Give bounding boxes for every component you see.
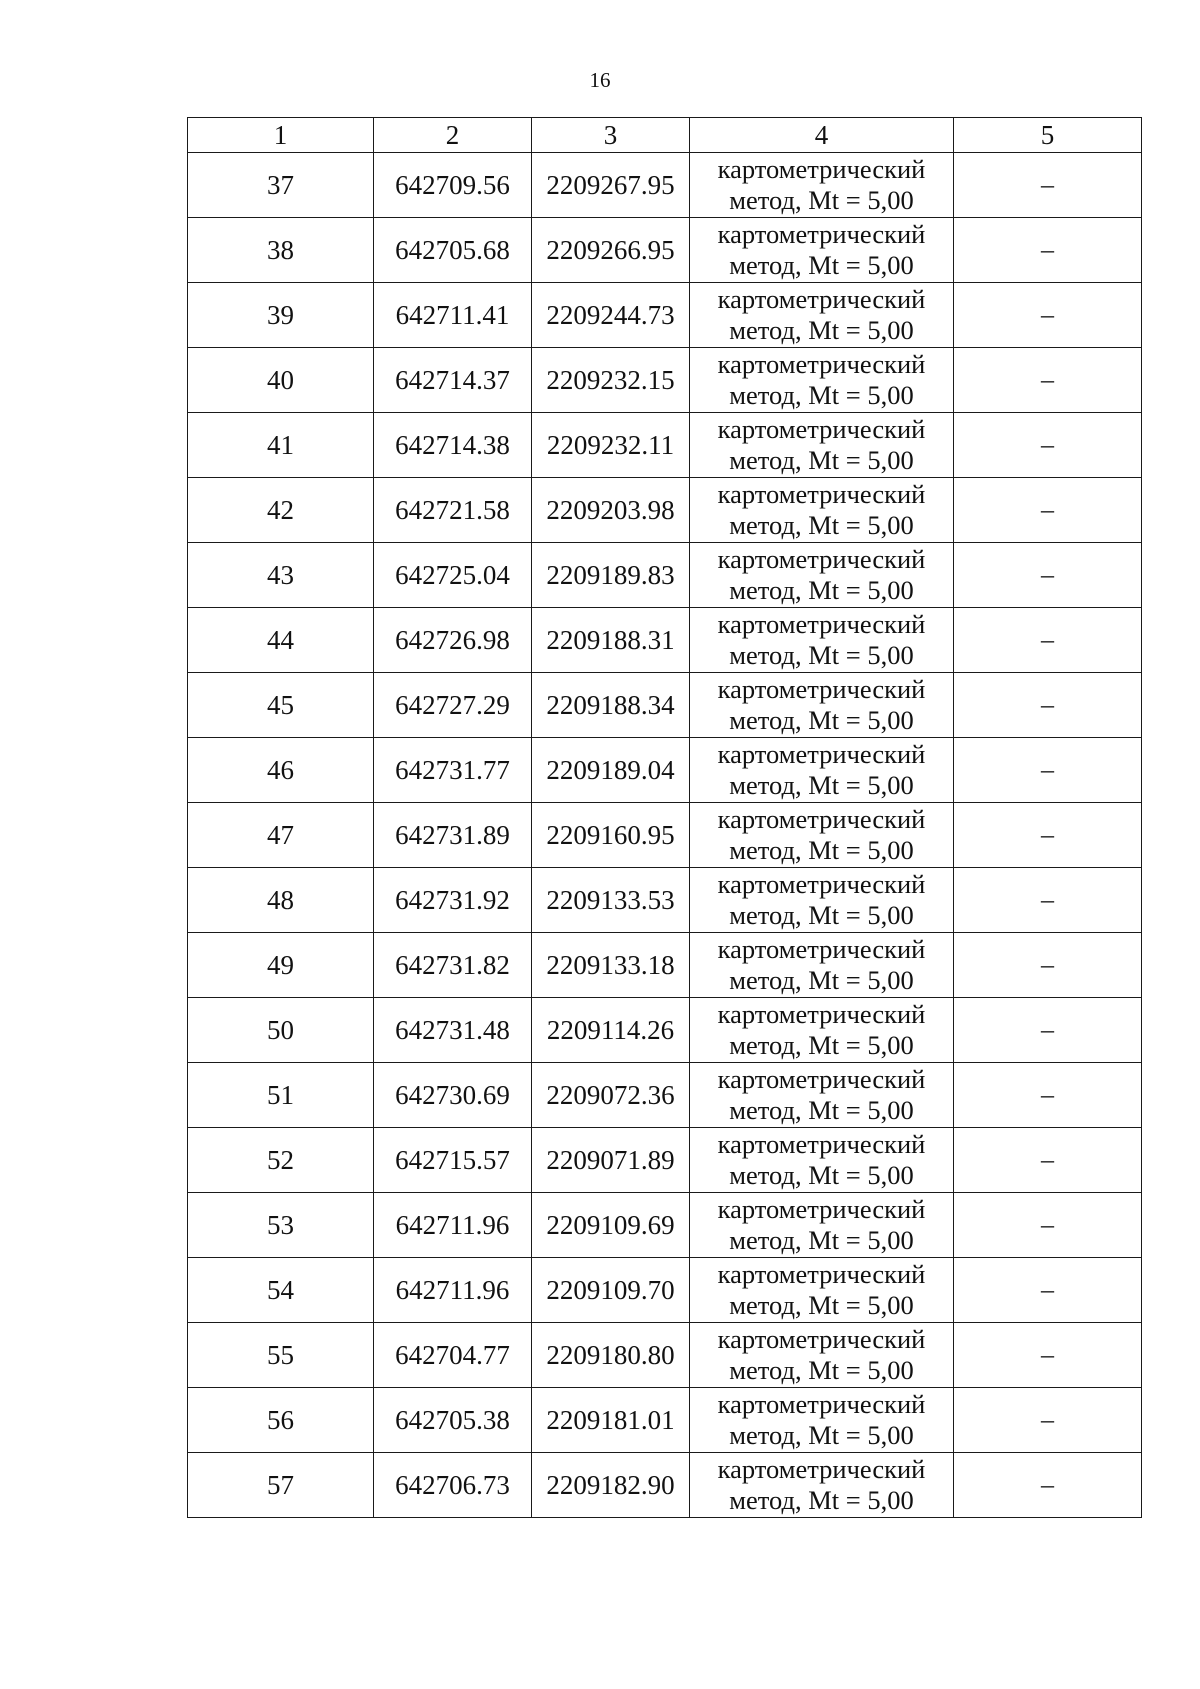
determination-method <box>690 1323 954 1388</box>
header-row <box>188 118 1142 153</box>
coordinate-x: 642731.92 <box>374 868 532 933</box>
point-number: 37 <box>188 153 374 218</box>
note-cell: – <box>954 1193 1142 1258</box>
table-row <box>188 478 1142 543</box>
coordinate-x: 642731.89 <box>374 803 532 868</box>
point-number: 39 <box>188 283 374 348</box>
note-cell: – <box>954 218 1142 283</box>
coordinate-x: 642731.82 <box>374 933 532 998</box>
determination-method <box>690 283 954 348</box>
header-cell: 4 <box>690 118 954 153</box>
note-cell: – <box>954 1258 1142 1323</box>
point-number: 42 <box>188 478 374 543</box>
note-cell: – <box>954 1388 1142 1453</box>
coordinate-y: 2209180.80 <box>532 1323 690 1388</box>
determination-method <box>690 218 954 283</box>
note-cell: – <box>954 608 1142 673</box>
point-number: 53 <box>188 1193 374 1258</box>
method-line-2: метод, Mt = 5,00 <box>729 770 914 800</box>
coordinate-y: 2209244.73 <box>532 283 690 348</box>
table-row <box>188 868 1142 933</box>
method-line-2: метод, Mt = 5,00 <box>729 1355 914 1385</box>
coordinate-x: 642706.73 <box>374 1453 532 1518</box>
coordinate-y: 2209109.70 <box>532 1258 690 1323</box>
point-number: 38 <box>188 218 374 283</box>
coordinate-x: 642705.68 <box>374 218 532 283</box>
point-number: 55 <box>188 1323 374 1388</box>
method-line-2: метод, Mt = 5,00 <box>729 1225 914 1255</box>
method-line-2: метод, Mt = 5,00 <box>729 965 914 995</box>
coordinate-x: 642714.38 <box>374 413 532 478</box>
method-line-1: картометрический <box>717 674 926 704</box>
coordinates-table <box>187 117 1142 1518</box>
determination-method <box>690 1388 954 1453</box>
method-line-2: метод, Mt = 5,00 <box>729 640 914 670</box>
table-row <box>188 348 1142 413</box>
table-row <box>188 608 1142 673</box>
method-line-1: картометрический <box>717 804 926 834</box>
determination-method <box>690 413 954 478</box>
determination-method <box>690 1128 954 1193</box>
coordinate-y: 2209114.26 <box>532 998 690 1063</box>
method-line-2: метод, Mt = 5,00 <box>729 705 914 735</box>
table-row <box>188 153 1142 218</box>
point-number: 52 <box>188 1128 374 1193</box>
point-number: 57 <box>188 1453 374 1518</box>
determination-method <box>690 543 954 608</box>
coordinate-y: 2209232.15 <box>532 348 690 413</box>
determination-method <box>690 1453 954 1518</box>
table-row <box>188 803 1142 868</box>
coordinate-x: 642711.96 <box>374 1258 532 1323</box>
point-number: 49 <box>188 933 374 998</box>
table-row <box>188 1388 1142 1453</box>
coordinate-y: 2209133.18 <box>532 933 690 998</box>
coordinate-y: 2209203.98 <box>532 478 690 543</box>
method-line-1: картометрический <box>717 1194 926 1224</box>
method-line-1: картометрический <box>717 544 926 574</box>
note-cell: – <box>954 543 1142 608</box>
method-line-1: картометрический <box>717 349 926 379</box>
table-row <box>188 998 1142 1063</box>
determination-method <box>690 478 954 543</box>
determination-method <box>690 1193 954 1258</box>
point-number: 48 <box>188 868 374 933</box>
method-line-2: метод, Mt = 5,00 <box>729 250 914 280</box>
note-cell: – <box>954 1128 1142 1193</box>
determination-method <box>690 998 954 1063</box>
method-line-1: картометрический <box>717 869 926 899</box>
method-line-2: метод, Mt = 5,00 <box>729 1095 914 1125</box>
coordinate-y: 2209188.34 <box>532 673 690 738</box>
point-number: 54 <box>188 1258 374 1323</box>
table-row <box>188 218 1142 283</box>
point-number: 45 <box>188 673 374 738</box>
coordinate-x: 642725.04 <box>374 543 532 608</box>
table-row <box>188 933 1142 998</box>
coordinate-y: 2209182.90 <box>532 1453 690 1518</box>
coordinate-y: 2209189.04 <box>532 738 690 803</box>
coordinate-x: 642721.58 <box>374 478 532 543</box>
header-cell: 5 <box>954 118 1142 153</box>
table-body <box>188 118 1142 1518</box>
table-row <box>188 738 1142 803</box>
method-line-1: картометрический <box>717 934 926 964</box>
header-cell: 1 <box>188 118 374 153</box>
determination-method <box>690 348 954 413</box>
coordinate-x: 642731.77 <box>374 738 532 803</box>
coordinate-x: 642714.37 <box>374 348 532 413</box>
coordinate-y: 2209189.83 <box>532 543 690 608</box>
table-row <box>188 1258 1142 1323</box>
note-cell: – <box>954 738 1142 803</box>
note-cell: – <box>954 478 1142 543</box>
coordinate-x: 642709.56 <box>374 153 532 218</box>
header-cell: 2 <box>374 118 532 153</box>
note-cell: – <box>954 803 1142 868</box>
note-cell: – <box>954 673 1142 738</box>
note-cell: – <box>954 153 1142 218</box>
method-line-2: метод, Mt = 5,00 <box>729 510 914 540</box>
method-line-2: метод, Mt = 5,00 <box>729 1160 914 1190</box>
coordinate-y: 2209181.01 <box>532 1388 690 1453</box>
method-line-2: метод, Mt = 5,00 <box>729 445 914 475</box>
note-cell: – <box>954 933 1142 998</box>
coordinate-y: 2209109.69 <box>532 1193 690 1258</box>
determination-method <box>690 803 954 868</box>
determination-method <box>690 738 954 803</box>
coordinate-x: 642705.38 <box>374 1388 532 1453</box>
coordinate-x: 642715.57 <box>374 1128 532 1193</box>
note-cell: – <box>954 1063 1142 1128</box>
table-row <box>188 1128 1142 1193</box>
determination-method <box>690 608 954 673</box>
coordinate-y: 2209267.95 <box>532 153 690 218</box>
determination-method <box>690 153 954 218</box>
point-number: 40 <box>188 348 374 413</box>
table-row <box>188 1453 1142 1518</box>
table-row <box>188 1193 1142 1258</box>
method-line-1: картометрический <box>717 739 926 769</box>
table-row <box>188 283 1142 348</box>
point-number: 46 <box>188 738 374 803</box>
method-line-1: картометрический <box>717 1454 926 1484</box>
coordinate-x: 642711.41 <box>374 283 532 348</box>
coordinate-y: 2209160.95 <box>532 803 690 868</box>
method-line-1: картометрический <box>717 1064 926 1094</box>
table-row <box>188 673 1142 738</box>
table-row <box>188 413 1142 478</box>
coordinate-y: 2209072.36 <box>532 1063 690 1128</box>
point-number: 43 <box>188 543 374 608</box>
method-line-1: картометрический <box>717 999 926 1029</box>
determination-method <box>690 1258 954 1323</box>
method-line-1: картометрический <box>717 1324 926 1354</box>
method-line-2: метод, Mt = 5,00 <box>729 315 914 345</box>
method-line-2: метод, Mt = 5,00 <box>729 900 914 930</box>
method-line-2: метод, Mt = 5,00 <box>729 185 914 215</box>
note-cell: – <box>954 283 1142 348</box>
coordinate-y: 2209188.31 <box>532 608 690 673</box>
table-row <box>188 1323 1142 1388</box>
coordinate-y: 2209266.95 <box>532 218 690 283</box>
note-cell: – <box>954 348 1142 413</box>
method-line-2: метод, Mt = 5,00 <box>729 1290 914 1320</box>
coordinate-x: 642730.69 <box>374 1063 532 1128</box>
method-line-2: метод, Mt = 5,00 <box>729 575 914 605</box>
determination-method <box>690 1063 954 1128</box>
point-number: 41 <box>188 413 374 478</box>
method-line-1: картометрический <box>717 154 926 184</box>
method-line-1: картометрический <box>717 609 926 639</box>
determination-method <box>690 933 954 998</box>
method-line-1: картометрический <box>717 1259 926 1289</box>
determination-method <box>690 673 954 738</box>
determination-method <box>690 868 954 933</box>
method-line-2: метод, Mt = 5,00 <box>729 1485 914 1515</box>
page-number: 16 <box>589 68 611 92</box>
note-cell: – <box>954 998 1142 1063</box>
method-line-2: метод, Mt = 5,00 <box>729 380 914 410</box>
coordinate-x: 642731.48 <box>374 998 532 1063</box>
note-cell: – <box>954 868 1142 933</box>
coordinate-y: 2209232.11 <box>532 413 690 478</box>
method-line-1: картометрический <box>717 219 926 249</box>
table-row <box>188 543 1142 608</box>
method-line-1: картометрический <box>717 1389 926 1419</box>
coordinate-y: 2209071.89 <box>532 1128 690 1193</box>
header-cell: 3 <box>532 118 690 153</box>
point-number: 44 <box>188 608 374 673</box>
method-line-1: картометрический <box>717 1129 926 1159</box>
coordinate-x: 642727.29 <box>374 673 532 738</box>
note-cell: – <box>954 1453 1142 1518</box>
point-number: 51 <box>188 1063 374 1128</box>
coordinate-y: 2209133.53 <box>532 868 690 933</box>
method-line-2: метод, Mt = 5,00 <box>729 835 914 865</box>
method-line-2: метод, Mt = 5,00 <box>729 1030 914 1060</box>
table-row <box>188 1063 1142 1128</box>
point-number: 47 <box>188 803 374 868</box>
note-cell: – <box>954 413 1142 478</box>
point-number: 50 <box>188 998 374 1063</box>
method-line-1: картометрический <box>717 284 926 314</box>
method-line-1: картометрический <box>717 414 926 444</box>
coordinate-x: 642726.98 <box>374 608 532 673</box>
note-cell: – <box>954 1323 1142 1388</box>
coordinate-x: 642711.96 <box>374 1193 532 1258</box>
method-line-1: картометрический <box>717 479 926 509</box>
method-line-2: метод, Mt = 5,00 <box>729 1420 914 1450</box>
coordinate-x: 642704.77 <box>374 1323 532 1388</box>
point-number: 56 <box>188 1388 374 1453</box>
